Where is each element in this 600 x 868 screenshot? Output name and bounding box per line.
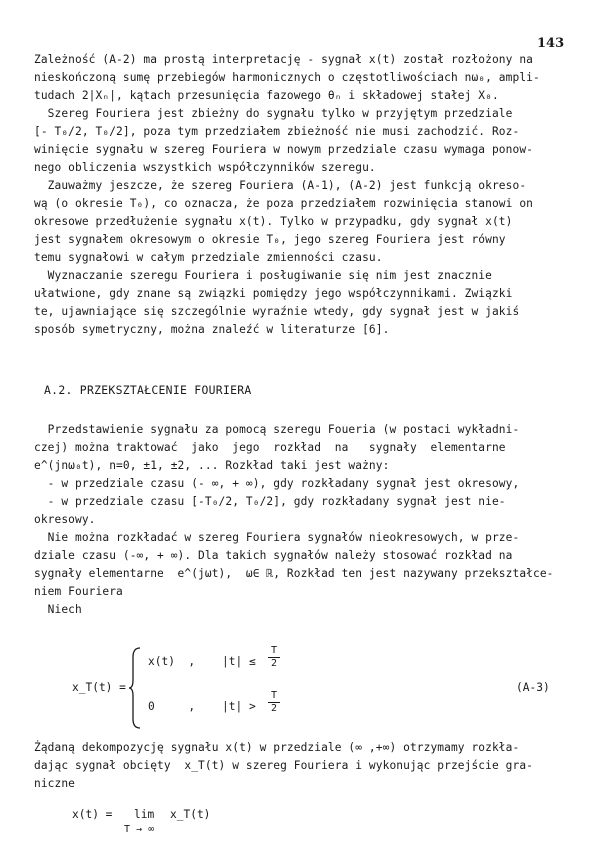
case1-value: x(t) ,	[148, 655, 196, 668]
case2-value: 0 ,	[148, 700, 196, 713]
limit-lhs: x(t) =	[72, 808, 113, 821]
left-brace-icon	[128, 647, 142, 729]
text-line: Żądaną dekompozycję sygnału x(t) w przedziale (∞ ,+∞) otrzymamy rozkła-	[34, 741, 520, 754]
text-line: e^(jnω₀t), n=0, ±1, ±2, ... Rozkład taki jest ważny:	[34, 459, 390, 472]
text-line: Nie można rozkładać w szereg Fouriera sygnałów nieokresowych, w prze-	[34, 531, 520, 544]
text-line: [- T₀/2, T₀/2], poza tym przedziałem zbieżność nie musi zachodzić. Roz-	[34, 125, 520, 138]
text-line: jest sygnałem okresowym o okresie T₀, jego szereg Fouriera jest równy	[34, 233, 506, 246]
text-line: dając sygnał obcięty x_T(t) w szereg Fouriera i wykonując przejście gra-	[34, 759, 533, 772]
text-line: Niech	[34, 603, 82, 616]
text-line: czej) można traktować jako jego rozkład na sygnały elementarne	[34, 441, 506, 454]
text-line: winięcie sygnału w szereg Fouriera w nowym przedziale czasu wymaga ponow-	[34, 143, 533, 156]
body-text-top	[34, 51, 574, 339]
case2-fraction	[268, 691, 280, 714]
text-line: Szereg Fouriera jest zbieżny do sygnału tylko w przyjętym przedziale	[34, 107, 513, 120]
case2-condition: |t| >	[222, 700, 256, 713]
equation-lhs: x_T(t) =	[72, 681, 126, 694]
text-line: niem Fouriera	[34, 585, 123, 598]
text-line: sygnały elementarne e^(jωt), ω∈ ℝ, Rozkład ten jest nazywany przekształce-	[34, 567, 554, 580]
case1-fraction	[268, 646, 280, 669]
case1-condition: |t| ≤	[222, 655, 256, 668]
fraction-denominator: 2	[270, 703, 278, 714]
text-line: sposób symetryczny, można znaleźć w literaturze [6].	[34, 323, 390, 336]
text-line: nego obliczenia wszystkich współczynników szeregu.	[34, 161, 376, 174]
page-number: 143	[537, 36, 565, 51]
text-line: Zależność (A-2) ma prostą interpretację - sygnał x(t) został rozłożony na	[34, 53, 533, 66]
limit-function: x_T(t)	[170, 808, 211, 821]
fraction-numerator: T	[270, 690, 278, 701]
text-line: okresowe przedłużenie sygnału x(t). Tylko w przypadku, gdy sygnał x(t)	[34, 215, 513, 228]
text-line: dziale czasu (-∞, + ∞). Dla takich sygnałów należy stosować rozkład na	[34, 549, 513, 562]
text-line: - w przedziale czasu (- ∞, + ∞), gdy rozkładany sygnał jest okresowy,	[34, 477, 520, 490]
fraction-numerator: T	[270, 645, 278, 656]
limit-subscript: T → ∞	[124, 824, 155, 835]
text-line: Zauważmy jeszcze, że szereg Fouriera (A-1), (A-2) jest funkcją okreso-	[34, 179, 527, 192]
section-heading: A.2. PRZEKSZTAŁCENIE FOURIERA	[44, 383, 252, 397]
text-line: nieskończoną sumę przebiegów harmonicznych o częstotliwościach nω₀, ampli-	[34, 71, 540, 84]
body-text-middle	[34, 421, 574, 619]
text-line: wą (o okresie T₀), co oznacza, że poza przedziałem rozwinięcia stanowi on	[34, 197, 533, 210]
text-line: niczne	[34, 777, 76, 790]
equation-number: (A-3)	[516, 681, 550, 694]
fraction-denominator: 2	[270, 658, 278, 669]
text-line: tudach 2|Xₙ|, kątach przesunięcia fazowego θₙ i składowej stałej X₀.	[34, 89, 499, 102]
text-line: okresowy.	[34, 513, 96, 526]
text-line: Przedstawienie sygnału za pomocą szeregu Foueria (w postaci wykładni-	[34, 423, 520, 436]
text-line: temu sygnałowi w całym przedziale zmienności czasu.	[34, 251, 383, 264]
text-line: Wyznaczanie szeregu Fouriera i posługiwanie się nim jest znacznie	[34, 269, 492, 282]
body-text-bottom	[34, 739, 574, 793]
limit-operator: lim	[134, 808, 155, 821]
text-line: te, ujawniające się szczególnie wyraźnie wtedy, gdy sygnał jest w jakiś	[34, 305, 520, 318]
text-line: - w przedziale czasu [-T₀/2, T₀/2], gdy rozkładany sygnał jest nie-	[34, 495, 506, 508]
text-line: ułatwione, gdy znane są związki pomiędzy jego współczynnikami. Związki	[34, 287, 513, 300]
